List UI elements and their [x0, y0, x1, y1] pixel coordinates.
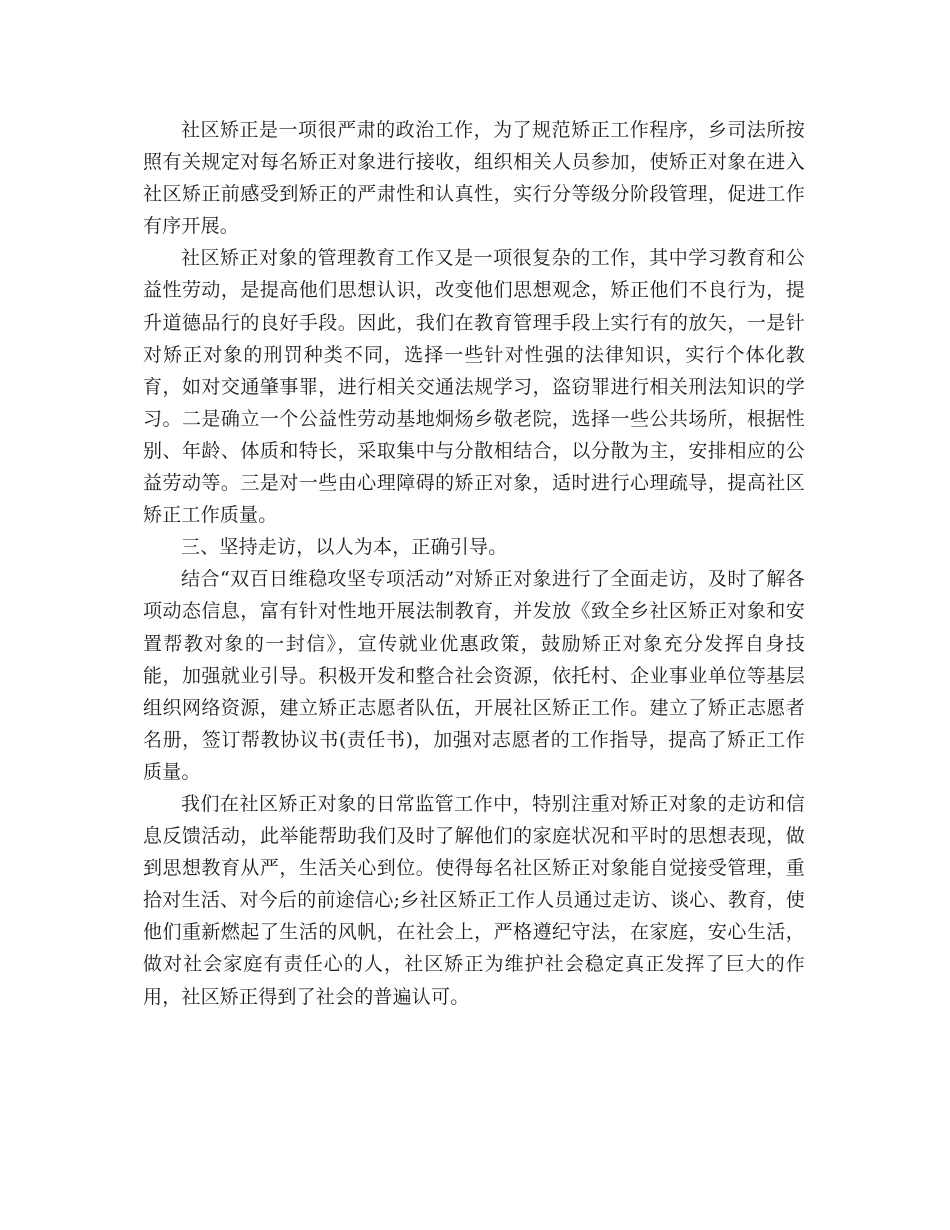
section-heading-3: 三、坚持走访，以人为本，正确引导。: [181, 536, 508, 559]
paragraph-1: 社区矫正是一项很严肃的政治工作，为了规范矫正工作程序，乡司法所按照有关规定对每名矫正对象进行接收，组织相关人员参加，使矫正对象在进入社区矫正前感受到矫正的严肃性和认真性，实行分等级分阶段管理，促进工作有序开展。: [143, 119, 805, 238]
paragraph-2: 社区矫正对象的管理教育工作又是一项很复杂的工作，其中学习教育和公益性劳动，是提高他们思想认识，改变他们思想观念，矫正他们不良行为，提升道德品行的良好手段。因此，我们在教育管理手段上实行有的放矢，一是针对矫正对象的刑罚种类不同，选择一些针对性强的法律知识，实行个体化教育，如对交通肇事罪，进行相关交通法规学习，盗窃罪进行相关刑法知识的学习。二是确立一个公益性劳动基地炯炀乡敬老院，选择一些公共场所，根据性别、年龄、体质和特长，采取集中与分散相结合，以分散为主，安排相应的公益劳动等。三是对一些由心理障碍的矫正对象，适时进行心理疏导，提高社区矫正工作质量。: [143, 247, 805, 527]
document-body: [143, 114, 805, 1013]
paragraph-5: 我们在社区矫正对象的日常监管工作中，特别注重对矫正对象的走访和信息反馈活动，此举能帮助我们及时了解他们的家庭状况和平时的思想表现，做到思想教育从严，生活关心到位。使得每名社区矫正对象能自觉接受管理，重拾对生活、对今后的前途信心;乡社区矫正工作人员通过走访、谈心、教育，使他们重新燃起了生活的风帆，在社会上，严格遵纪守法，在家庭，安心生活，做对社会家庭有责任心的人，社区矫正为维护社会稳定真正发挥了巨大的作用，社区矫正得到了社会的普遍认可。: [143, 792, 805, 1008]
paragraph-4: 结合“双百日维稳攻坚专项活动”对矫正对象进行了全面走访，及时了解各项动态信息，富有针对性地开展法制教育，并发放《致全乡社区矫正对象和安置帮教对象的一封信》，宣传就业优惠政策，鼓励矫正对象充分发挥自身技能，加强就业引导。积极开发和整合社会资源，依托村、企业事业单位等基层组织网络资源，建立矫正志愿者队伍，开展社区矫正工作。建立了矫正志愿者名册，签订帮教协议书(责任书)，加强对志愿者的工作指导，提高了矫正工作质量。: [143, 568, 805, 783]
